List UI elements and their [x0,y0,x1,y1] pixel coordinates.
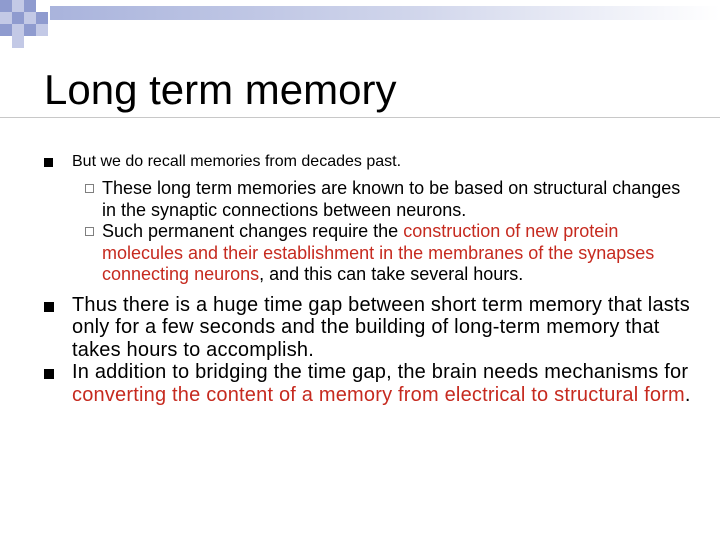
bullet-text: Thus there is a huge time gap between short term memory that lasts only for a few seconds and the building of long-term memory that takes hours to accomplish. [72,293,690,361]
bullet-text: In addition to bridging the time gap, the brain needs mechanisms for [72,361,689,383]
bullet-item [0,152,720,172]
sub-bullet-item [0,221,720,286]
bullet-text: . [684,383,691,406]
square-bullet-icon [44,302,54,312]
sub-bullet-item [0,178,720,221]
hollow-square-bullet-icon [85,184,94,193]
bullet-text: But we do recall memories from decades past. [72,153,402,170]
slide-title: Long term memory [44,66,397,113]
square-bullet-icon [44,158,53,167]
bullet-item [0,361,720,406]
header-decoration [0,0,720,50]
sub-bullet-text: These long term memories are known to be based on structural changes in the synaptic connections between neurons. [102,178,681,220]
hollow-square-bullet-icon [85,227,94,236]
sub-bullet-text: , and this can take several hours. [259,264,524,284]
sub-bullet-text: Such permanent changes require the [102,221,404,241]
slide-body [0,152,720,406]
square-bullet-icon [44,369,54,379]
highlighted-text: construction of new protein molecules and their establishment in the membranes of the synapses connecting neurons [102,221,655,284]
title-divider [0,117,720,118]
highlighted-text: converting the content of a memory from electrical to structural form [72,383,685,406]
bullet-item [0,294,720,362]
